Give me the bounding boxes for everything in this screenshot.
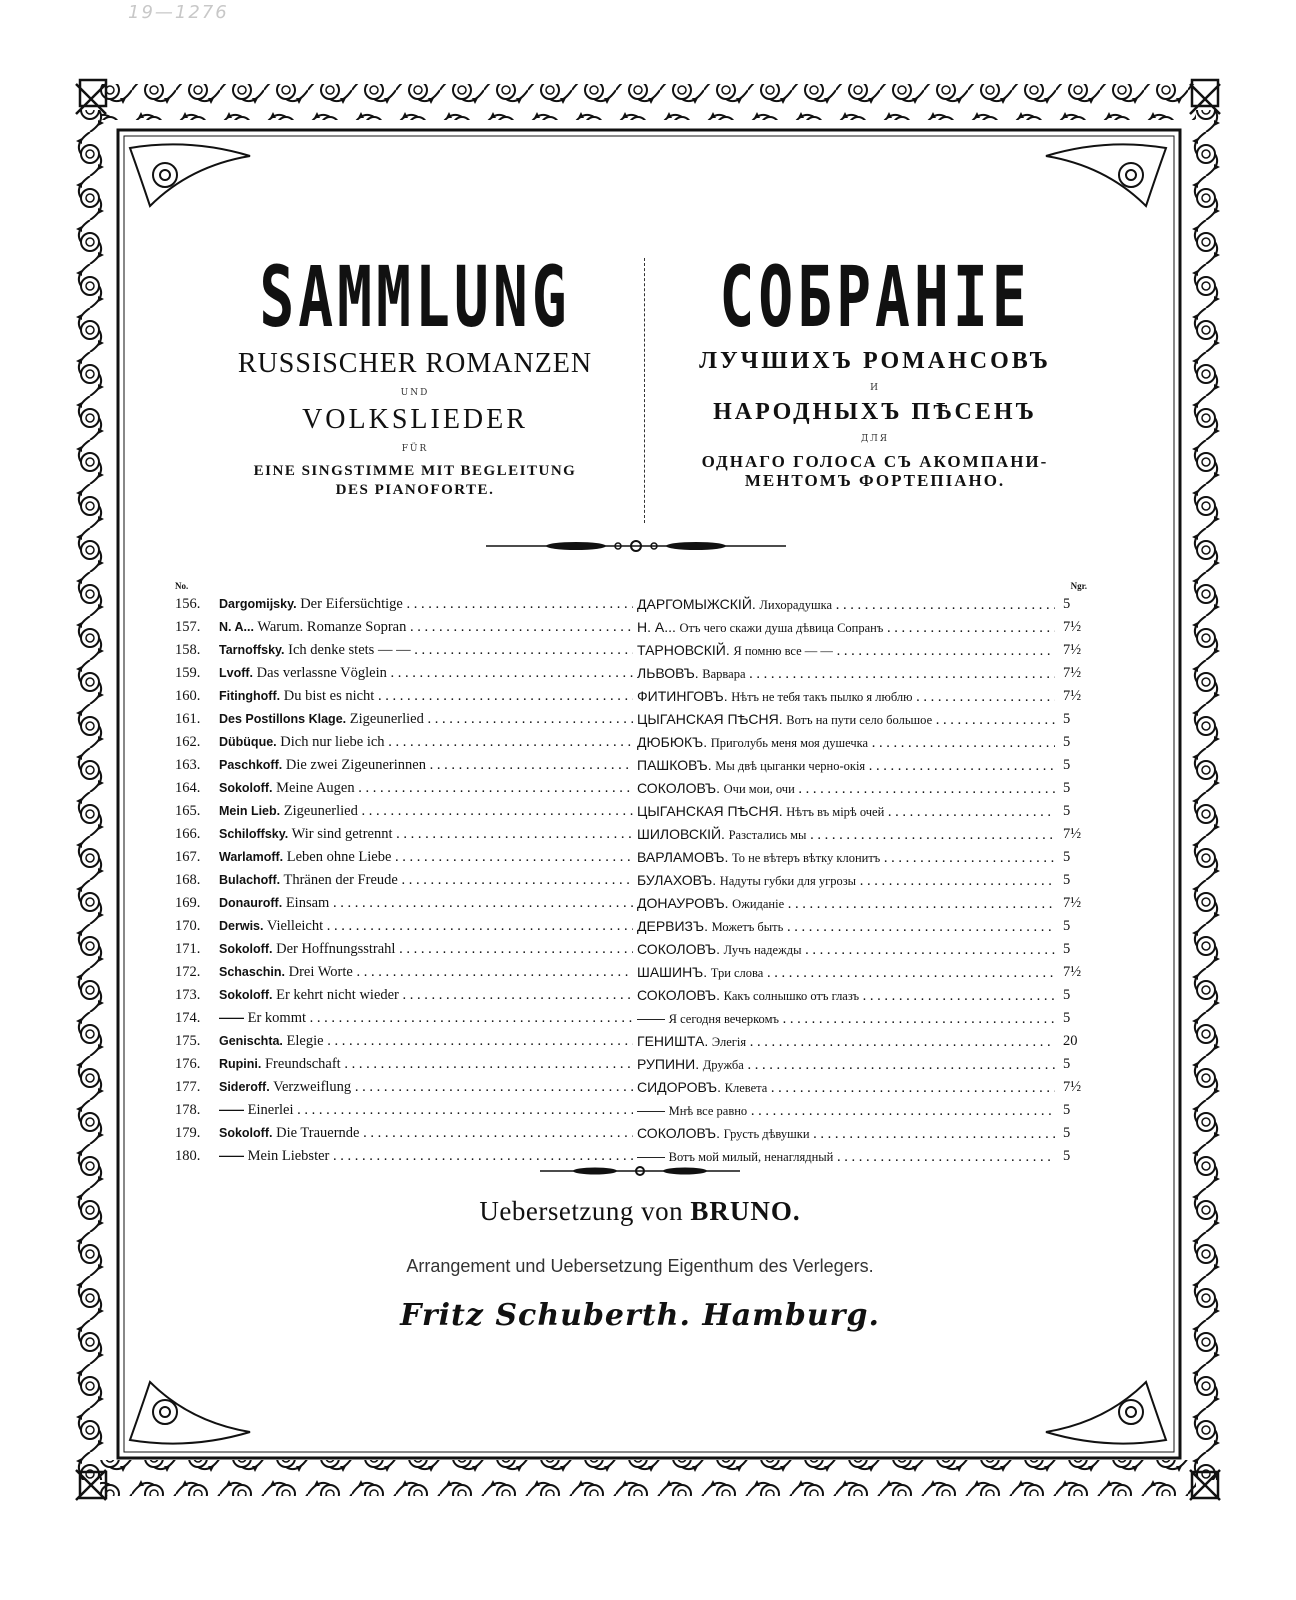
song-price: 5 [1063, 803, 1071, 819]
composer-russian: ФИТИНГОВЪ. [637, 688, 728, 704]
composer-russian: ПАШКОВЪ. [637, 757, 712, 773]
song-row [175, 1076, 1095, 1099]
german-line1: RUSSISCHER ROMANZEN [237, 348, 593, 379]
german-und: UND [400, 388, 430, 398]
title-german: Vielleicht [266, 918, 324, 934]
song-row [175, 938, 1095, 961]
german-line4: DES PIANOFORTE. [335, 482, 495, 498]
song-german [219, 639, 633, 662]
composer-russian: ШАШИНЪ. [637, 964, 708, 980]
composer-russian: ЛЬВОВЪ. [637, 665, 699, 681]
title-russian: Грусть дѣвушки [723, 1127, 810, 1141]
header-price: Ngr. [1070, 581, 1087, 591]
composer-russian: СОКОЛОВЪ. [637, 987, 721, 1003]
song-russian [637, 869, 1055, 893]
title-russian: Я помню все — — [733, 644, 833, 658]
composer-german: Donauroff. [219, 896, 283, 910]
song-russian [637, 616, 1055, 640]
composer-russian: ШИЛОВСКІЙ. [637, 826, 725, 842]
song-number: 161. [175, 711, 201, 727]
song-russian [637, 800, 1055, 824]
composer-german: Genischta. [219, 1034, 283, 1048]
composer-russian: ЦЫГАНСКАЯ ПѢСНЯ. [637, 711, 783, 727]
song-row [175, 846, 1095, 869]
song-german [219, 731, 633, 754]
song-number: 176. [175, 1056, 201, 1072]
title-russian: Разстались мы [728, 828, 807, 842]
russian-title: СОБРАНІЕ [719, 247, 1031, 347]
composer-german: Derwis. [219, 919, 264, 933]
song-number: 174. [175, 1010, 201, 1026]
song-list [175, 581, 1095, 1168]
song-row [175, 892, 1095, 915]
title-german: Du bist es nicht [283, 688, 375, 704]
song-russian [637, 938, 1055, 962]
title-russian: Лучъ надежды [723, 943, 802, 957]
song-price: 5 [1063, 734, 1071, 750]
song-number: 164. [175, 780, 201, 796]
composer-german: Sokoloff. [219, 781, 273, 795]
composer-german: Fitinghoff. [219, 689, 281, 703]
song-number: 162. [175, 734, 201, 750]
song-russian [637, 846, 1055, 870]
song-german [219, 662, 633, 685]
title-german: Einsam [285, 895, 330, 911]
publisher: Fritz Schuberth. Hamburg. [400, 1298, 880, 1333]
composer-russian: СИДОРОВЪ. [637, 1079, 721, 1095]
composer-german: Mein Lieb. [219, 804, 281, 818]
song-row [175, 1053, 1095, 1076]
composer-german: Schaschin. [219, 965, 285, 979]
song-row [175, 1030, 1095, 1053]
title-russian: Дружба [702, 1058, 744, 1072]
title-russian: Нѣтъ въ мірѣ очей [786, 805, 885, 819]
song-row [175, 823, 1095, 846]
song-price: 7½ [1063, 1079, 1082, 1095]
composer-russian: ДОНАУРОВЪ. [637, 895, 729, 911]
song-russian [637, 1053, 1055, 1077]
song-price: 5 [1063, 1125, 1071, 1141]
german-title-block [190, 0, 640, 500]
composer-german: Dargomijsky. [219, 597, 297, 611]
song-russian [637, 823, 1055, 847]
title-german: Ich denke stets — — [288, 642, 411, 658]
song-row [175, 685, 1095, 708]
composer-russian: СОКОЛОВЪ. [637, 1125, 721, 1141]
song-number: 158. [175, 642, 201, 658]
title-german: Wir sind getrennt [291, 826, 393, 842]
title-russian: Лихорадушка [759, 598, 833, 612]
song-row [175, 1099, 1095, 1122]
song-row [175, 961, 1095, 984]
song-german [219, 777, 633, 800]
title-german: Verzweiflung [273, 1079, 352, 1095]
composer-german: Sokoloff. [219, 1126, 273, 1140]
composer-german: Dübüque. [219, 735, 277, 749]
song-german [219, 1053, 633, 1076]
song-row [175, 777, 1095, 800]
song-price: 5 [1063, 757, 1071, 773]
composer-russian: —— [637, 1148, 665, 1164]
song-row [175, 915, 1095, 938]
song-price: 5 [1063, 849, 1071, 865]
song-german [219, 1030, 633, 1053]
composer-russian: ДЮБЮКЪ. [637, 734, 708, 750]
song-number: 175. [175, 1033, 201, 1049]
song-german [219, 823, 633, 846]
title-russian: Мнѣ все равно [668, 1104, 748, 1118]
title-german: Drei Worte [288, 964, 353, 980]
composer-german: Des Postillons Klage. [219, 712, 347, 726]
title-russian: Надуты губки для угрозы [719, 874, 857, 888]
composer-russian: ДЕРВИЗЪ. [637, 918, 708, 934]
song-row [175, 1122, 1095, 1145]
song-russian [637, 915, 1055, 939]
title-russian: Вотъ на пути село большое [786, 713, 933, 727]
russian-line2: НАРОДНЫХЪ ПѢСЕНЪ [713, 399, 1037, 425]
russian-line4: МЕНТОМЪ ФОРТЕПІАНО. [744, 471, 1006, 490]
song-price: 5 [1063, 872, 1071, 888]
song-german [219, 938, 633, 961]
title-ornament [486, 538, 786, 554]
title-russian: Я сегодня вечеркомъ [668, 1012, 779, 1026]
title-russian: Какъ солнышко отъ глазъ [723, 989, 860, 1003]
song-price: 5 [1063, 780, 1071, 796]
song-russian [637, 984, 1055, 1008]
title-russian: Отъ чего скажи душа дѣвица Сопранъ [679, 621, 884, 635]
composer-russian: ВАРЛАМОВЪ. [637, 849, 729, 865]
song-german [219, 1007, 633, 1030]
song-number: 180. [175, 1148, 201, 1164]
song-number: 169. [175, 895, 201, 911]
song-russian [637, 593, 1055, 617]
song-price: 5 [1063, 1148, 1071, 1164]
song-german [219, 685, 633, 708]
title-german: Elegie [286, 1033, 324, 1049]
song-german [219, 915, 633, 938]
german-line2: VOLKSLIEDER [302, 404, 528, 435]
song-price: 5 [1063, 987, 1071, 1003]
rights-notice: Arrangement und Uebersetzung Eigenthum des Verlegers. [406, 1256, 874, 1276]
composer-russian: ТАРНОВСКІЙ. [637, 642, 730, 658]
title-russian: То не вѣтеръ вѣтку клонитъ [732, 851, 881, 865]
composer-german: Warlamoff. [219, 850, 284, 864]
composer-russian: ЦЫГАНСКАЯ ПѢСНЯ. [637, 803, 783, 819]
song-price: 7½ [1063, 688, 1082, 704]
song-price: 5 [1063, 711, 1071, 727]
song-russian [637, 731, 1055, 755]
composer-german: Lvoff. [219, 666, 254, 680]
song-number: 167. [175, 849, 201, 865]
song-german [219, 846, 633, 869]
song-row [175, 662, 1095, 685]
song-price: 5 [1063, 1102, 1071, 1118]
song-number: 157. [175, 619, 201, 635]
title-german: Die zwei Zigeunerinnen [285, 757, 426, 773]
song-price: 5 [1063, 596, 1071, 612]
song-russian [637, 961, 1055, 985]
composer-german: Sokoloff. [219, 942, 273, 956]
composer-russian: —— [637, 1010, 665, 1026]
composer-russian: СОКОЛОВЪ. [637, 780, 721, 796]
title-german: Freundschaft [264, 1056, 341, 1072]
song-german [219, 616, 633, 639]
composer-german: Sokoloff. [219, 988, 273, 1002]
song-price: 7½ [1063, 619, 1082, 635]
title-russian: Можетъ быть [711, 920, 784, 934]
title-russian: Клевета [724, 1081, 768, 1095]
song-number: 178. [175, 1102, 201, 1118]
song-russian [637, 708, 1055, 732]
song-number: 177. [175, 1079, 201, 1095]
title-german: Er kehrt nicht wieder [276, 987, 399, 1003]
song-russian [637, 662, 1055, 686]
song-number: 179. [175, 1125, 201, 1141]
composer-german: Schiloffsky. [219, 827, 289, 841]
composer-german: —— [219, 1011, 244, 1025]
song-price: 20 [1063, 1033, 1078, 1049]
russian-line3: ОДНАГО ГОЛОСА СЪ АКОМПАНИ- [701, 452, 1049, 471]
song-price: 5 [1063, 1010, 1071, 1026]
song-row [175, 639, 1095, 662]
song-price: 5 [1063, 941, 1071, 957]
title-german: Meine Augen [276, 780, 355, 796]
russian-title-block [650, 0, 1100, 490]
song-russian [637, 639, 1055, 663]
column-divider [644, 258, 645, 523]
title-russian: Три слова [710, 966, 764, 980]
russian-dlya: ДЛЯ [860, 434, 890, 444]
song-german [219, 800, 633, 823]
composer-german: Paschkoff. [219, 758, 283, 772]
song-german [219, 961, 633, 984]
song-number: 156. [175, 596, 201, 612]
song-price: 7½ [1063, 964, 1082, 980]
russian-line1: ЛУЧШИХЪ РОМАНСОВЪ [699, 348, 1051, 374]
title-german: Thränen der Freude [283, 872, 398, 888]
song-russian [637, 685, 1055, 709]
german-line3: EINE SINGSTIMME MIT BEGLEITUNG [253, 463, 577, 479]
title-german: Warum. Romanze Sopran [257, 619, 407, 635]
title-german: Das verlassne Vöglein [256, 665, 387, 681]
song-row [175, 593, 1095, 616]
song-row [175, 754, 1095, 777]
translation-credit [190, 1196, 1090, 1227]
song-german [219, 869, 633, 892]
title-german: Einerlei [247, 1102, 294, 1118]
song-row [175, 800, 1095, 823]
title-russian: Очи мои, очи [723, 782, 795, 796]
song-german [219, 1099, 633, 1122]
song-row [175, 984, 1095, 1007]
title-german: Der Hoffnungsstrahl [276, 941, 396, 957]
song-russian [637, 1122, 1055, 1146]
title-german: Leben ohne Liebe [286, 849, 392, 865]
song-russian [637, 1030, 1055, 1054]
title-russian: Варвара [702, 667, 746, 681]
title-russian: Нѣтъ не тебя такъ пылко я люблю [731, 690, 913, 704]
song-russian [637, 1099, 1055, 1123]
composer-german: N. A... [219, 620, 254, 634]
song-row [175, 616, 1095, 639]
title-russian: Приголубь меня моя душечка [710, 736, 869, 750]
list-ornament [540, 1164, 740, 1178]
composer-russian: БУЛАХОВЪ. [637, 872, 717, 888]
composer-russian: Н. А... [637, 619, 676, 635]
song-german [219, 1076, 633, 1099]
song-number: 171. [175, 941, 201, 957]
song-number: 165. [175, 803, 201, 819]
german-title: SAMMLUNG [259, 247, 571, 347]
song-german [219, 754, 633, 777]
composer-russian: РУПИНИ. [637, 1056, 700, 1072]
song-german [219, 892, 633, 915]
title-russian: Мы двѣ цыганки черно-окія [715, 759, 866, 773]
song-price: 7½ [1063, 642, 1082, 658]
german-fur: FÜR [401, 444, 429, 454]
title-russian: Вотъ мой милый, ненаглядный [668, 1150, 834, 1164]
song-russian [637, 1007, 1055, 1031]
song-row [175, 1007, 1095, 1030]
list-header [175, 581, 1095, 593]
song-price: 7½ [1063, 665, 1082, 681]
song-price: 5 [1063, 918, 1071, 934]
archive-stamp: 19—1276 [128, 2, 229, 23]
song-number: 166. [175, 826, 201, 842]
song-number: 168. [175, 872, 201, 888]
title-german: Zigeunerlied [349, 711, 424, 727]
song-row [175, 869, 1095, 892]
composer-russian: ГЕНИШТА. [637, 1033, 709, 1049]
song-russian [637, 754, 1055, 778]
title-russian: Ожиданіе [732, 897, 785, 911]
song-row [175, 731, 1095, 754]
song-price: 7½ [1063, 895, 1082, 911]
title-german: Dich nur liebe ich [280, 734, 385, 750]
translation-prefix: Uebersetzung von [479, 1196, 684, 1226]
translator-name: BRUNO. [690, 1196, 801, 1226]
composer-russian: СОКОЛОВЪ. [637, 941, 721, 957]
title-german: Der Eifersüchtige [300, 596, 403, 612]
song-number: 172. [175, 964, 201, 980]
composer-german: Sideroff. [219, 1080, 270, 1094]
song-price: 7½ [1063, 826, 1082, 842]
song-number: 173. [175, 987, 201, 1003]
composer-russian: —— [637, 1102, 665, 1118]
song-number: 170. [175, 918, 201, 934]
song-russian [637, 777, 1055, 801]
song-row [175, 708, 1095, 731]
title-german: Zigeunerlied [283, 803, 358, 819]
title-russian: Элегія [711, 1035, 747, 1049]
song-number: 159. [175, 665, 201, 681]
composer-german: —— [219, 1103, 244, 1117]
song-german [219, 1122, 633, 1145]
song-number: 163. [175, 757, 201, 773]
composer-german: Rupini. [219, 1057, 262, 1071]
song-german [219, 708, 633, 731]
title-german: Die Trauernde [276, 1125, 360, 1141]
song-german [219, 984, 633, 1007]
composer-german: Tarnoffsky. [219, 643, 285, 657]
composer-german: —— [219, 1149, 244, 1163]
title-german: Er kommt [247, 1010, 307, 1026]
header-number: No. [175, 581, 189, 591]
song-german [219, 593, 633, 616]
russian-i: И [870, 383, 880, 393]
composer-german: Bulachoff. [219, 873, 281, 887]
song-price: 5 [1063, 1056, 1071, 1072]
song-russian [637, 892, 1055, 916]
song-number: 160. [175, 688, 201, 704]
title-german: Mein Liebster [247, 1148, 330, 1164]
song-russian [637, 1076, 1055, 1100]
composer-russian: ДАРГОМЫЖСКІЙ. [637, 596, 756, 612]
